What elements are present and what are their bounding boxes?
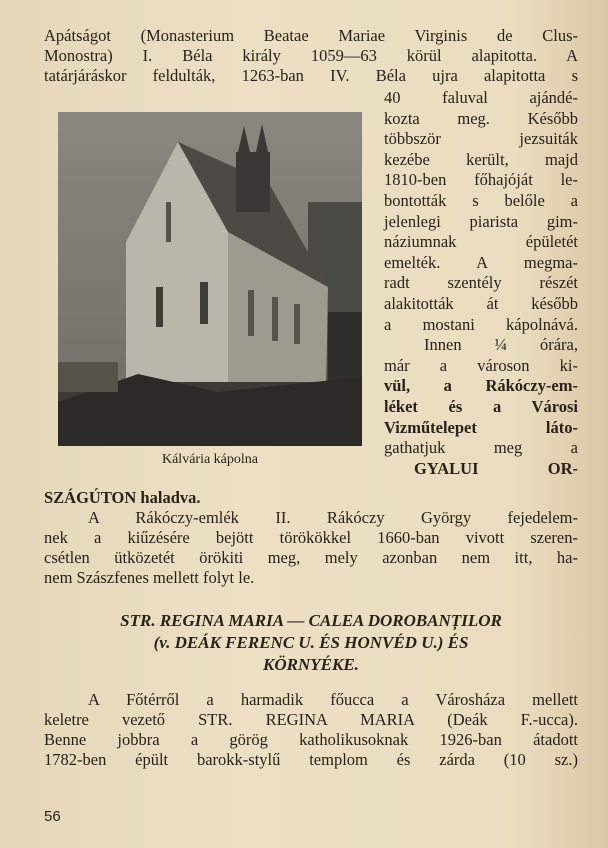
text-line: 1810-ben főhajóját le-: [384, 170, 578, 190]
chapel-illustration: [58, 112, 362, 446]
text-line: SZÁGÚTON haladva.: [44, 488, 201, 507]
heading-line: (v. DEÁK FERENC U. ÉS HONVÉD U.) ÉS: [153, 633, 469, 652]
text-line: Monostra) I. Béla király 1059—63 körül alapitotta. A: [44, 46, 578, 65]
text-line: Innen ¼ órára,: [424, 335, 578, 355]
chapel-photo: [58, 112, 362, 446]
text-line: jelenlegi piarista gim-: [384, 211, 578, 231]
text-line: 40 faluval ajándé-: [384, 88, 578, 107]
intro-paragraph: [44, 26, 578, 86]
text-line: nem Szászfenes mellett folyt le.: [44, 568, 255, 587]
text-line: tatárjáráskor feldulták, 1263-ban IV. Béla ujra alapitotta s: [44, 66, 578, 85]
text-line: Vizműtelepet láto-: [384, 417, 578, 437]
text-line: GYALUI OR-: [414, 458, 578, 478]
text-line: vül, a Rákóczy-em-: [384, 376, 578, 396]
heading-line: STR. REGINA MARIA — CALEA DOROBANȚILOR: [120, 611, 502, 630]
text-line: Benne jobbra a görög katholikusoknak 1926-ban átadott: [44, 730, 578, 749]
text-line: 1782-ben épült barokk-stylű templom és zárda (10 sz.): [44, 750, 578, 769]
text-line: nek a kiűzésére bejött törökökkel 1660-ban vivott szeren-: [44, 528, 578, 547]
text-line: alakitották át később: [384, 293, 578, 313]
text-line: emelték. A megma-: [384, 252, 578, 272]
text-line: A Főtérről a harmadik főucca a Városháza mellett: [88, 690, 578, 709]
text-line: Apátságot (Monasterium Beatae Mariae Virginis de Clus-: [44, 26, 578, 45]
page-number: 56: [44, 808, 61, 825]
final-paragraph: [44, 690, 578, 770]
photo-caption: Kálvária kápolna: [161, 452, 258, 467]
text-line: kezébe került, majd: [384, 149, 578, 169]
text-line: náziumnak épületét: [384, 232, 578, 252]
text-line: bontották s belőle a: [384, 190, 578, 210]
text-line: léket és a Városi: [384, 396, 578, 416]
text-line: radt szentély részét: [384, 273, 578, 293]
text-line: már a városon ki-: [384, 355, 578, 375]
text-line: többször jezsuiták: [384, 129, 578, 149]
right-column-text: [384, 88, 578, 479]
text-line: kozta meg. Később: [384, 108, 578, 128]
text-line: gathatjuk meg a: [384, 438, 578, 458]
section-heading: [44, 610, 578, 676]
text-line: csétlen ütközetét örökiti meg, mely azonban nem itt, ha-: [44, 548, 578, 567]
text-line: a mostani kápolnává.: [384, 314, 578, 334]
heading-line: KÖRNYÉKE.: [263, 655, 359, 674]
continuation-paragraph: [44, 488, 578, 588]
text-line: A Rákóczy-emlék II. Rákóczy György fejedelem-: [88, 508, 578, 527]
text-line: keletre vezető STR. REGINA MARIA (Deák F.-ucca).: [44, 710, 578, 729]
